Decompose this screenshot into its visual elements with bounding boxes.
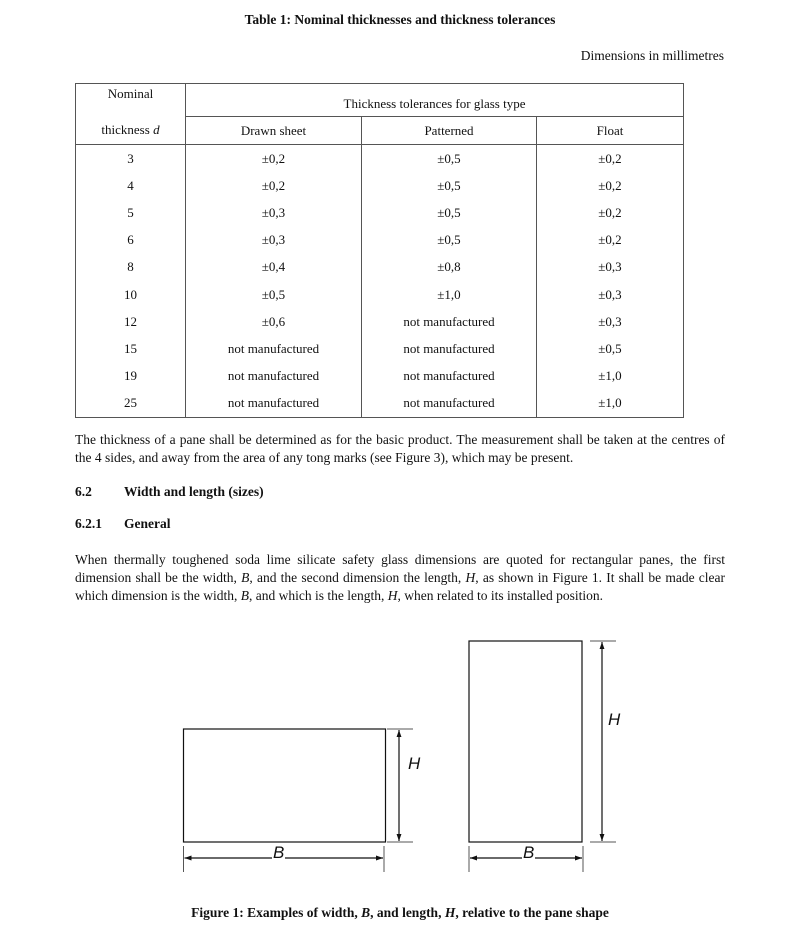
heading-number: 6.2.1 <box>75 516 102 531</box>
cell-float: ±0,3 <box>537 281 684 308</box>
header-nominal-line2: thickness <box>101 122 150 138</box>
cell-float: ±1,0 <box>537 390 684 418</box>
header-drawn-sheet: Drawn sheet <box>186 117 362 145</box>
cell-float: ±0,3 <box>537 308 684 335</box>
heading-title: General <box>124 516 171 531</box>
text-run: , as shown in Figure 1. It shall be made clear which dimension is the width, <box>75 570 725 603</box>
cell-patterned: ±0,5 <box>362 145 537 173</box>
units-note: Dimensions in millimetres <box>580 48 724 63</box>
symbol-b: B <box>240 588 249 603</box>
cell-patterned: not manufactured <box>362 308 537 335</box>
landscape-h-label: H <box>408 754 421 773</box>
symbol-h: H <box>387 588 398 603</box>
cell-float: ±0,2 <box>537 172 684 199</box>
cell-float: ±0,2 <box>537 227 684 254</box>
cell-d: 3 <box>76 145 186 173</box>
header-group-label: Thickness tolerances for glass type <box>186 84 684 117</box>
cell-d: 6 <box>76 227 186 254</box>
portrait-b-label: B <box>523 843 535 862</box>
cell-drawn: not manufactured <box>186 390 362 418</box>
symbol-b: B <box>241 570 250 585</box>
landscape-b-label: B <box>273 843 285 862</box>
text-run: , and length, <box>370 905 445 920</box>
cell-d: 19 <box>76 363 186 390</box>
cell-patterned: not manufactured <box>362 390 537 418</box>
cell-d: 4 <box>76 172 186 199</box>
heading-number: 6.2 <box>75 484 92 499</box>
cell-drawn: not manufactured <box>186 335 362 362</box>
text-run: , when related to its installed position. <box>397 588 603 603</box>
text-run: Figure 1: Examples of width, <box>191 905 362 920</box>
paragraph-thickness: The thickness of a pane shall be determined as for the basic product. The measurement shall be taken at the centres of the 4 sides, and away from the area of any tong marks (see Figure 3), which may be present. <box>75 432 725 465</box>
figure-caption <box>0 905 800 921</box>
cell-float: ±0,2 <box>537 145 684 173</box>
symbol-h: H <box>465 570 476 585</box>
header-float: Float <box>537 117 684 145</box>
header-patterned: Patterned <box>362 117 537 145</box>
symbol-h: H <box>444 905 456 920</box>
cell-drawn: ±0,4 <box>186 254 362 281</box>
portrait-h-label: H <box>608 710 621 729</box>
cell-drawn: ±0,2 <box>186 145 362 173</box>
text-run: , and the second dimension the length, <box>249 570 466 585</box>
cell-d: 25 <box>76 390 186 418</box>
cell-float: ±0,5 <box>537 335 684 362</box>
cell-drawn: ±0,5 <box>186 281 362 308</box>
cell-d: 15 <box>76 335 186 362</box>
cell-d: 5 <box>76 199 186 226</box>
cell-float: ±0,2 <box>537 199 684 226</box>
cell-patterned: ±0,8 <box>362 254 537 281</box>
cell-patterned: not manufactured <box>362 335 537 362</box>
text-run: , and which is the length, <box>249 588 388 603</box>
landscape-pane <box>184 729 414 872</box>
cell-drawn: ±0,3 <box>186 227 362 254</box>
cell-d: 10 <box>76 281 186 308</box>
cell-patterned: ±1,0 <box>362 281 537 308</box>
symbol-b: B <box>361 905 371 920</box>
portrait-pane <box>469 641 616 872</box>
cell-d: 8 <box>76 254 186 281</box>
cell-drawn: ±0,2 <box>186 172 362 199</box>
cell-float: ±1,0 <box>537 363 684 390</box>
symbol-d: d <box>153 122 160 138</box>
cell-patterned: ±0,5 <box>362 227 537 254</box>
cell-drawn: not manufactured <box>186 363 362 390</box>
heading-title: Width and length (sizes) <box>124 484 264 499</box>
header-nominal-line1: Nominal <box>107 86 154 101</box>
table-title: Table 1: Nominal thicknesses and thickness tolerances <box>244 12 556 27</box>
cell-d: 12 <box>76 308 186 335</box>
text-run: , relative to the pane shape <box>455 905 609 920</box>
cell-patterned: ±0,5 <box>362 172 537 199</box>
cell-float: ±0,3 <box>537 254 684 281</box>
text-run: When thermally toughened soda lime silicate safety glass dimensions are quoted for rectangular panes, the first dimension shall be the width, <box>75 552 725 585</box>
cell-drawn: ±0,6 <box>186 308 362 335</box>
cell-drawn: ±0,3 <box>186 199 362 226</box>
cell-patterned: ±0,5 <box>362 199 537 226</box>
cell-patterned: not manufactured <box>362 363 537 390</box>
